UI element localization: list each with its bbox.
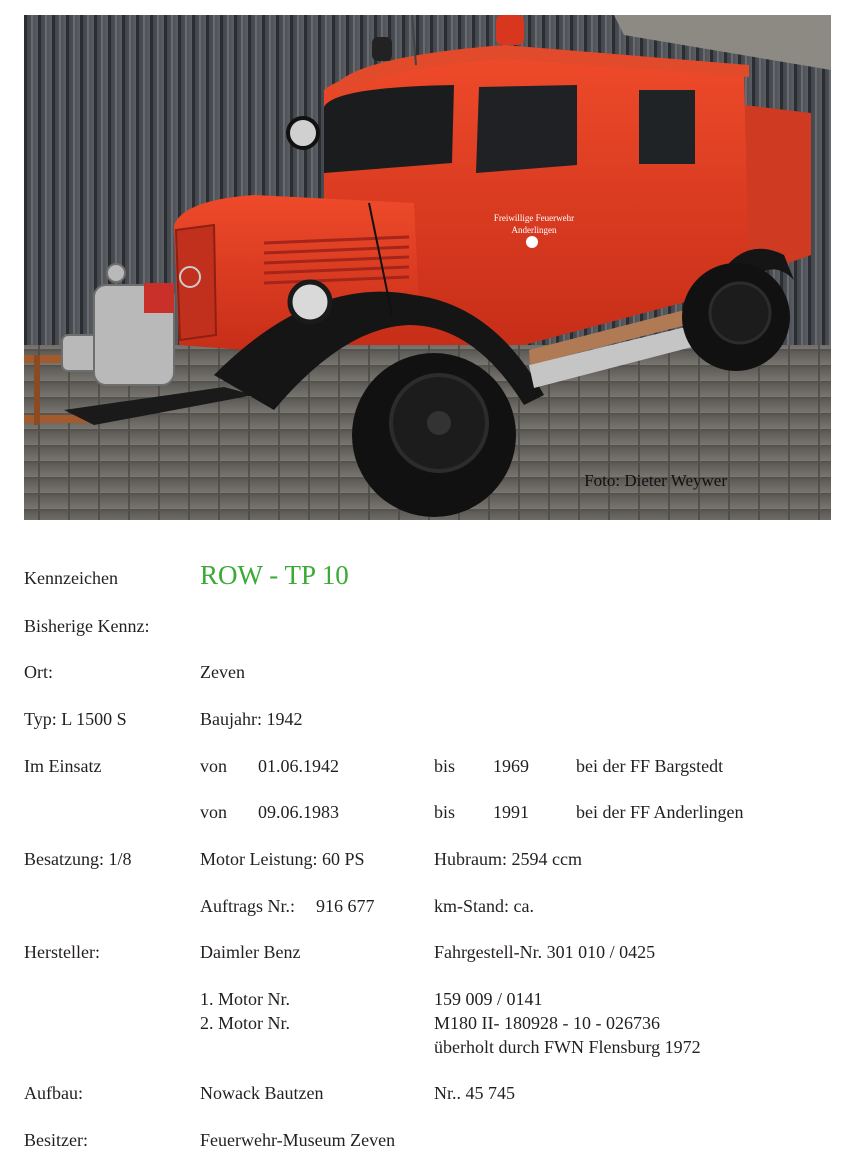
einsatz-von-1: von [200, 756, 227, 776]
aufbau-nr: Nr.. 45 745 [434, 1083, 515, 1103]
einsatz-bis-1: bis [434, 756, 456, 776]
besatzung: Besatzung: 1/8 [24, 849, 132, 869]
hersteller-label: Hersteller: [24, 942, 100, 962]
aufbau-value: Nowack Bautzen [200, 1083, 324, 1103]
einsatz-to-2: 1991 [493, 802, 529, 822]
einsatz-to-1: 1969 [493, 756, 529, 776]
einsatz-bei-2: bei der FF Anderlingen [576, 802, 744, 822]
besitzer-value: Feuerwehr-Museum Zeven [200, 1130, 396, 1150]
motor2-label: 2. Motor Nr. [200, 1013, 290, 1033]
einsatz-bei-1: bei der FF Bargstedt [576, 756, 724, 776]
fire-truck-image [24, 15, 831, 520]
kennzeichen-value: ROW - TP 10 [200, 560, 349, 590]
fahrgestell: Fahrgestell-Nr. 301 010 / 0425 [434, 942, 656, 962]
vehicle-photo [24, 15, 831, 520]
hersteller-value: Daimler Benz [200, 942, 301, 962]
motor1-value: 159 009 / 0141 [434, 989, 543, 1009]
motor2-value: M180 II- 180928 - 10 - 026736 [434, 1013, 660, 1033]
einsatz-from-2: 09.06.1983 [258, 802, 339, 822]
aufbau-label: Aufbau: [24, 1083, 83, 1103]
door-lettering-2: Anderlingen [511, 225, 557, 235]
baujahr: Baujahr: 1942 [200, 709, 303, 729]
hubraum: Hubraum: 2594 ccm [434, 849, 582, 869]
typ: Typ: L 1500 S [24, 709, 127, 729]
auftrag-value: 916 677 [316, 896, 375, 916]
einsatz-label: Im Einsatz [24, 756, 102, 776]
besitzer-label: Besitzer: [24, 1130, 88, 1150]
einsatz-von-2: von [200, 802, 227, 822]
motor1-label: 1. Motor Nr. [200, 989, 290, 1009]
ueberholt: überholt durch FWN Flensburg 1972 [434, 1037, 701, 1057]
ort-value: Zeven [200, 662, 245, 682]
door-lettering-1: Freiwillige Feuerwehr [493, 213, 575, 223]
ort-label: Ort: [24, 662, 53, 682]
motor-leistung: Motor Leistung: 60 PS [200, 849, 365, 869]
einsatz-from-1: 01.06.1942 [258, 756, 339, 776]
auftrag-label: Auftrags Nr.: [200, 896, 295, 916]
km-stand: km-Stand: ca. [434, 896, 534, 916]
photo-credit: Foto: Dieter Weywer [584, 471, 727, 490]
einsatz-bis-2: bis [434, 802, 456, 822]
kennzeichen-label: Kennzeichen [24, 568, 118, 588]
bisherige-label: Bisherige Kennz: [24, 616, 150, 636]
